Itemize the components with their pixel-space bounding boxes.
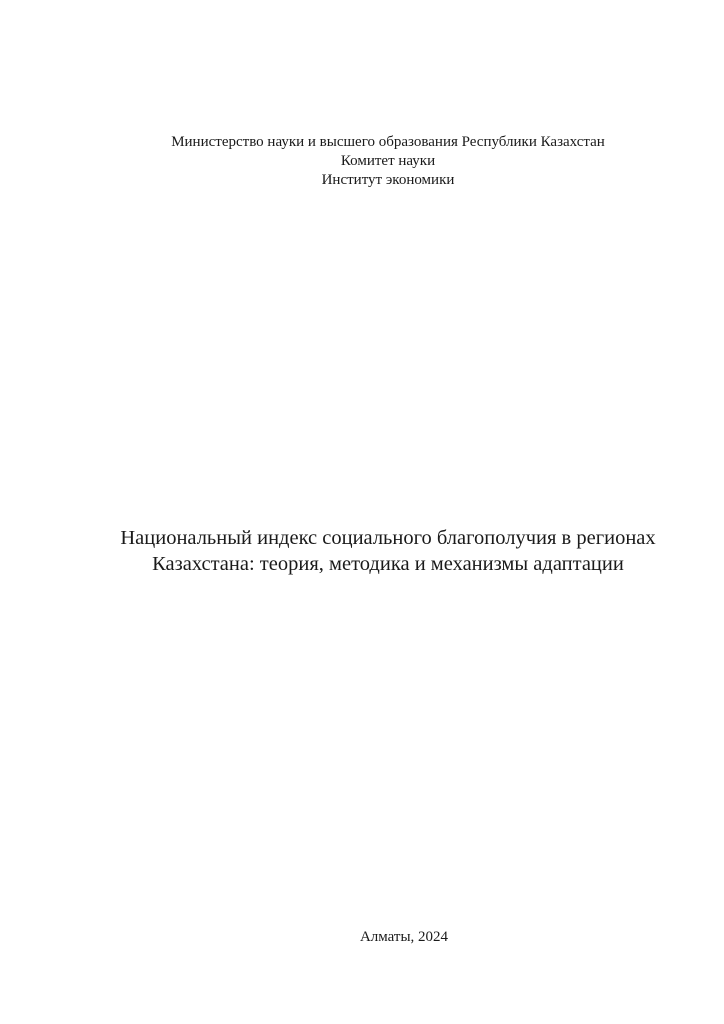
place-and-year: Алматы, 2024 <box>359 929 449 945</box>
ministry-name: Министерство науки и высшего образования Республики Казахстан <box>171 134 605 150</box>
publisher-header <box>0 133 724 190</box>
title-line-1: Национальный индекс социального благополучия в регионах <box>120 527 656 549</box>
institute-name: Институт экономики <box>321 172 455 188</box>
document-title <box>0 525 724 577</box>
title-line-2: Казахстана: теория, методика и механизмы адаптации <box>152 553 624 575</box>
committee-name: Комитет науки <box>340 153 436 169</box>
